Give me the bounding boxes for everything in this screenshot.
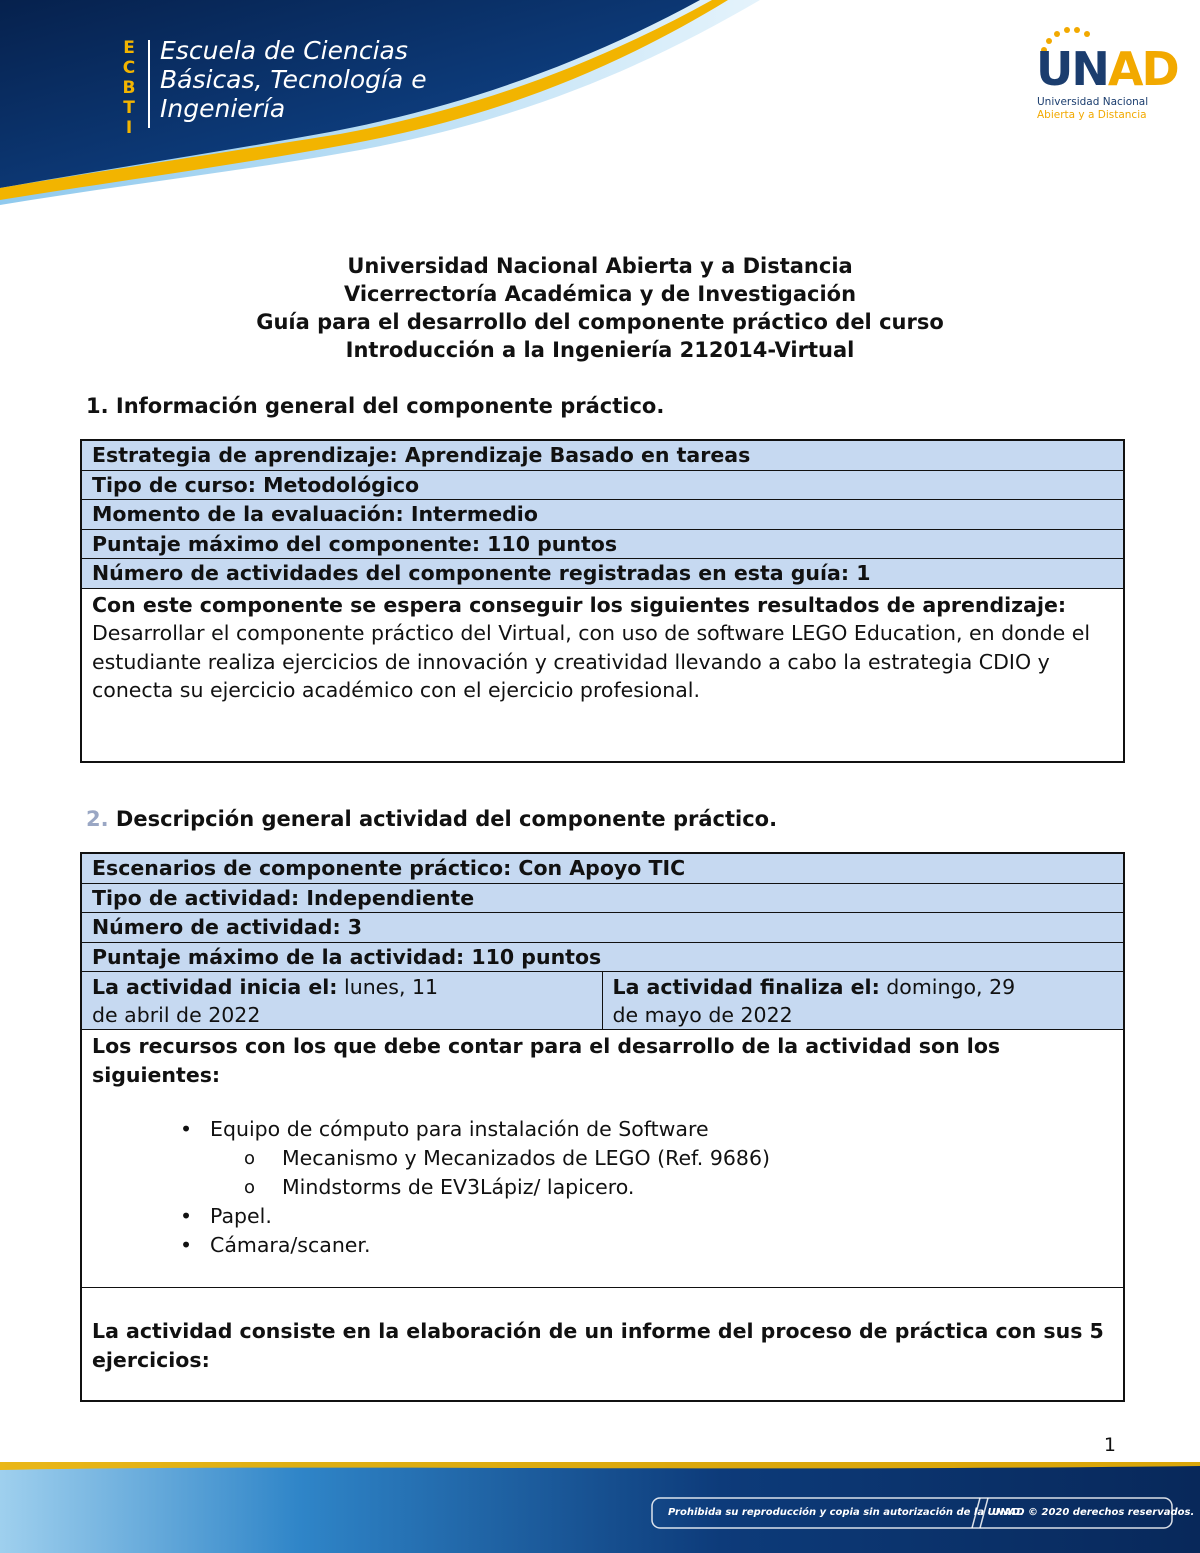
resources-cell xyxy=(82,1030,1123,1288)
learning-results-heading: Con este componente se espera conseguir los siguientes resultados de aprendizaje: xyxy=(92,592,1067,617)
list-item: o Mindstorms de EV3Lápiz/ lapicero. xyxy=(282,1173,1113,1202)
document-titles xyxy=(0,252,1200,364)
school-name-line: Básicas, Tecnología e xyxy=(160,65,427,94)
section1-heading: 1. Información general del componente práctico. xyxy=(86,394,665,418)
table-row: Número de actividades del componente registradas en esta guía: 1 xyxy=(82,559,1123,589)
end-date-value: domingo, 29 xyxy=(879,975,1016,999)
ecbti-letter: B xyxy=(122,78,136,98)
end-date-value-cont: de mayo de 2022 xyxy=(612,1003,793,1027)
list-item: • Papel. xyxy=(210,1202,1113,1231)
section2-heading xyxy=(86,807,777,831)
logo-line-2: Abierta y a Distancia xyxy=(1037,109,1147,121)
school-name-line: Escuela de Ciencias xyxy=(160,36,408,65)
table-row: Escenarios de componente práctico: Con Apoyo TIC xyxy=(82,854,1123,884)
section1-table xyxy=(80,439,1125,763)
list-item: o Mecanismo y Mecanizados de LEGO (Ref. 9686) xyxy=(282,1144,1113,1173)
resources-heading: Los recursos con los que debe contar para el desarrollo de la actividad son los siguientes: xyxy=(92,1034,1001,1087)
dates-row xyxy=(82,972,1123,1030)
learning-results-text: Desarrollar el componente práctico del Virtual, con uso de software LEGO Education, en donde el estudiante realiza ejercicios de innovación y creatividad llevando a cabo la estrategia CDIO y conecta su ejercicio académico con el ejercicio profesional. xyxy=(92,621,1091,702)
title-line: Vicerrectoría Académica y de Investigación xyxy=(343,282,857,306)
table-row: Estrategia de aprendizaje: Aprendizaje Basado en tareas xyxy=(82,441,1123,471)
logo-wordmark-ad: AD xyxy=(1107,42,1178,96)
logo-line-1: Universidad Nacional xyxy=(1037,96,1149,108)
learning-results-cell xyxy=(82,589,1123,761)
ecbti-letter: C xyxy=(122,58,136,78)
title-line: Universidad Nacional Abierta y a Distancia xyxy=(347,254,853,278)
footer-rights-notice: UNAD © 2020 derechos reservados. xyxy=(992,1506,1195,1518)
table-row: Puntaje máximo del componente: 110 puntos xyxy=(82,530,1123,560)
section2-heading-number: 2. xyxy=(86,807,109,831)
ecbti-letter: E xyxy=(123,38,135,58)
logo-wordmark-un: UN xyxy=(1036,42,1108,96)
logo-wordmark xyxy=(1036,42,1178,96)
ecbti-letter: T xyxy=(123,98,135,118)
header-divider xyxy=(148,40,150,128)
ecbti-vertical-label xyxy=(112,38,146,138)
table-row: Puntaje máximo de la actividad: 110 puntos xyxy=(82,943,1123,973)
activity-description-text: La actividad consiste en la elaboración de un informe del proceso de práctica con sus 5 ejercicios: xyxy=(92,1319,1104,1372)
table-row: Número de actividad: 3 xyxy=(82,913,1123,943)
list-item: • Equipo de cómputo para instalación de Software xyxy=(210,1115,1113,1144)
school-name xyxy=(160,36,427,123)
ecbti-letter: I xyxy=(125,118,133,138)
table-row: Tipo de actividad: Independiente xyxy=(82,884,1123,914)
activity-description-cell xyxy=(82,1288,1123,1400)
school-name-line: Ingeniería xyxy=(160,94,286,123)
table-row: Momento de la evaluación: Intermedio xyxy=(82,500,1123,530)
footer-copy-notice: Prohibida su reproducción y copia sin autorización de la UNAD. xyxy=(668,1506,1024,1518)
resources-list xyxy=(92,1115,1113,1260)
title-line: Guía para el desarrollo del componente práctico del curso xyxy=(256,310,944,334)
start-date-value-cont: de abril de 2022 xyxy=(92,1003,261,1027)
page-header xyxy=(0,0,1200,215)
section2-table xyxy=(80,852,1125,1402)
title-line: Introducción a la Ingeniería 212014-Virtual xyxy=(345,338,855,362)
start-date-cell xyxy=(82,972,603,1029)
end-date-label: La actividad finaliza el: xyxy=(612,975,880,999)
page-number: 1 xyxy=(1103,1434,1116,1456)
list-item: • Cámara/scaner. xyxy=(210,1231,1113,1260)
section2-heading-text: Descripción general actividad del componente práctico. xyxy=(115,807,778,831)
table-row: Tipo de curso: Metodológico xyxy=(82,471,1123,501)
start-date-value: lunes, 11 xyxy=(337,975,439,999)
end-date-cell xyxy=(603,972,1124,1029)
unad-logo xyxy=(1032,24,1178,134)
start-date-label: La actividad inicia el: xyxy=(92,975,338,999)
